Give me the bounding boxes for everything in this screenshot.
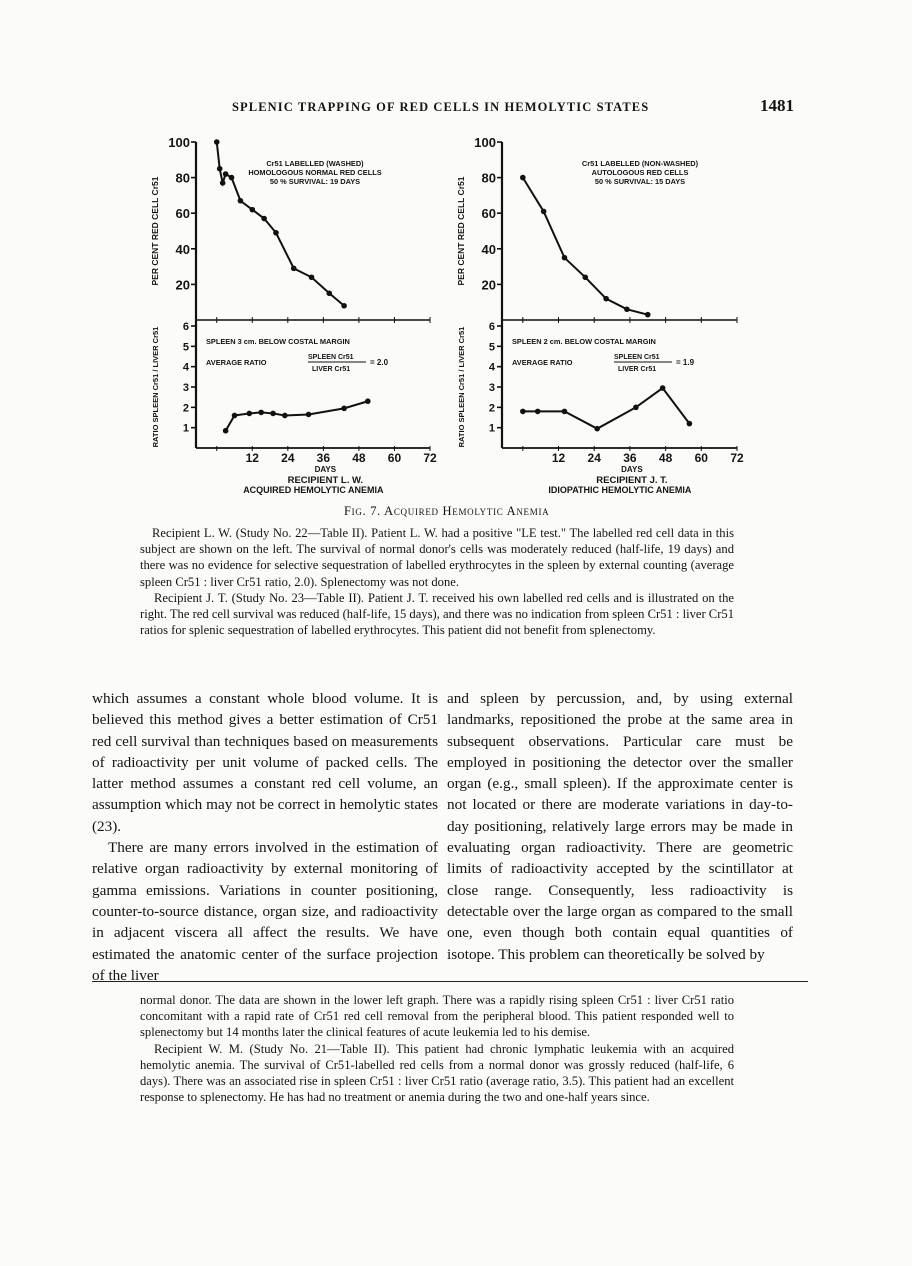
y-tick-label: 100 bbox=[474, 135, 496, 150]
y-tick-label: 5 bbox=[488, 341, 495, 354]
y-axis-title: RATIO SPLEEN Cr51 / LIVER Cr51 bbox=[457, 326, 466, 448]
x-axis-title: DAYS bbox=[314, 465, 337, 474]
figure-7 bbox=[0, 0, 912, 500]
recipient-label: RECIPIENT J. T. bbox=[596, 475, 668, 486]
y-tick-label: 1 bbox=[182, 422, 189, 435]
x-tick-label: 36 bbox=[623, 451, 637, 465]
page-number: 1481 bbox=[760, 96, 794, 115]
average-ratio-label: AVERAGE RATIO bbox=[512, 358, 573, 367]
ratio-point bbox=[365, 398, 371, 404]
ratio-numerator: SPLEEN Cr51 bbox=[614, 354, 660, 361]
y-tick-label: 3 bbox=[488, 382, 495, 394]
y-tick-label: 60 bbox=[175, 206, 190, 222]
y-tick-label: 2 bbox=[488, 402, 495, 415]
y-tick-label: 80 bbox=[175, 170, 190, 186]
spleen-position: SPLEEN 3 cm. BELOW COSTAL MARGIN bbox=[206, 337, 350, 346]
legend-paragraph: Recipient J. T. (Study No. 23—Table II). Patient J. T. received his own labelled red cells and is illustrated on the right. The red cell survival was reduced (half-life, 15 days), and there was no indication from spleen Cr51 : liver Cr51 ratios for splenic sequestration of labelled erythrocytes. This patient did not benefit from splenectomy. bbox=[140, 590, 734, 638]
average-ratio-value: = 2.0 bbox=[370, 358, 389, 367]
figure-caption: Fig. 7. Acquired Hemolytic Anemia bbox=[344, 504, 550, 518]
survival-point bbox=[229, 175, 235, 181]
x-tick-label: 12 bbox=[245, 451, 259, 465]
body-paragraph: which assumes a constant whole blood volume. It is believed this method gives a better estimation of Cr51 red cell survival than techniques based on measurements of radioactivity per unit volume of packed cells. The latter method assumes a constant red cell volume, an assumption which may not be correct in hemolytic states (23). bbox=[92, 690, 438, 835]
survival-point bbox=[273, 230, 279, 236]
survival-point bbox=[582, 274, 588, 280]
survival-point bbox=[249, 207, 255, 213]
running-title: SPLENIC TRAPPING OF RED CELLS IN HEMOLYTIC STATES bbox=[232, 100, 650, 114]
x-tick-label: 60 bbox=[694, 451, 708, 465]
ratio-point bbox=[341, 406, 347, 412]
survival-point bbox=[341, 303, 347, 309]
y-tick-label: 40 bbox=[481, 241, 496, 257]
survival-point bbox=[624, 307, 630, 313]
ratio-point bbox=[687, 421, 693, 427]
left-column bbox=[92, 688, 438, 986]
ratio-point bbox=[258, 410, 264, 416]
spleen-position: SPLEEN 2 cm. BELOW COSTAL MARGIN bbox=[512, 337, 656, 346]
ratio-point bbox=[594, 426, 600, 432]
average-ratio-label: AVERAGE RATIO bbox=[206, 358, 267, 367]
survival-line bbox=[523, 178, 648, 315]
ratio-point bbox=[223, 428, 229, 434]
x-tick-label: 48 bbox=[658, 451, 673, 465]
right-column bbox=[447, 688, 793, 965]
ratio-point bbox=[247, 411, 253, 417]
y-tick-label: 3 bbox=[182, 382, 189, 394]
ratio-point bbox=[270, 411, 276, 417]
y-axis-title: PER CENT RED CELL Cr51 bbox=[150, 176, 160, 286]
y-tick-label: 4 bbox=[488, 361, 495, 374]
ratio-point bbox=[306, 412, 312, 418]
y-axis-title: RATIO SPLEEN Cr51 / LIVER Cr51 bbox=[151, 326, 160, 448]
ratio-point bbox=[562, 409, 568, 415]
panel-title: HOMOLOGOUS NORMAL RED CELLS bbox=[248, 168, 382, 177]
footnote-paragraph: Recipient W. M. (Study No. 21—Table II). This patient had chronic lymphatic leukemia with an acquired hemolytic anemia. The survival of Cr51-labelled red cells from a normal donor was grossly reduced (half-life, 6 days). There was an associated rise in spleen Cr51 : liver Cr51 ratio (average ratio, 3.5). This patient had an excellent response to splenectomy. He has had no treatment or anemia during the two and one-half years since. bbox=[140, 1041, 734, 1105]
y-tick-label: 80 bbox=[481, 170, 496, 186]
body-paragraph: and spleen by percussion, and, by using external landmarks, repositioned the probe at the same area in subsequent observations. Particular care must be employed in positioning the detector over the smaller organ (e.g., small spleen). If the approximate center is not located or there are moderate variations in day-to-day positioning, relatively large errors may be made in evaluating organ radioactivity. There are geometric limits of radioactivity accepted by the scintillator at close range. Consequently, less radioactivity is detectable over the large organ as compared to the small one, even though both contain equal quantities of isotope. This problem can theoretically be solved by bbox=[447, 690, 793, 963]
survival-point bbox=[261, 216, 267, 222]
survival-point bbox=[309, 274, 315, 280]
survival-point bbox=[238, 198, 244, 204]
ratio-point bbox=[232, 413, 238, 419]
survival-point bbox=[541, 209, 547, 215]
panel-title: Cr51 LABELLED (WASHED) bbox=[266, 159, 364, 168]
panel-title: 50 % SURVIVAL: 19 DAYS bbox=[269, 177, 361, 186]
x-tick-label: 24 bbox=[587, 451, 601, 465]
y-tick-label: 6 bbox=[182, 321, 189, 333]
survival-point bbox=[223, 171, 229, 177]
footnote bbox=[140, 992, 734, 1105]
ratio-point bbox=[520, 409, 526, 415]
footnote-rule bbox=[92, 981, 808, 982]
y-axis-title: PER CENT RED CELL Cr51 bbox=[456, 176, 466, 286]
recipient-label: RECIPIENT L. W. bbox=[287, 475, 364, 486]
diagnosis-label: ACQUIRED HEMOLYTIC ANEMIA bbox=[243, 485, 384, 495]
ratio-denominator: LIVER Cr51 bbox=[312, 366, 351, 373]
survival-point bbox=[214, 139, 220, 145]
ratio-line bbox=[523, 388, 690, 429]
x-tick-label: 24 bbox=[281, 451, 295, 465]
y-tick-label: 20 bbox=[175, 277, 190, 293]
ratio-numerator: SPLEEN Cr51 bbox=[308, 354, 354, 361]
survival-point bbox=[220, 180, 226, 186]
x-tick-label: 60 bbox=[387, 451, 402, 465]
figure-legend bbox=[140, 525, 734, 638]
survival-point bbox=[603, 296, 609, 302]
y-tick-label: 2 bbox=[182, 402, 189, 415]
ratio-point bbox=[660, 385, 666, 391]
y-tick-label: 4 bbox=[182, 361, 189, 374]
body-paragraph: There are many errors involved in the estimation of relative organ radioactivity by external monitoring of gamma emissions. Variations in counter positioning, counter-to-source distance, organ size, and radioactivity in adjacent viscera all affect the results. We have estimated the anatomic center of the surface projection of the liver bbox=[92, 839, 438, 984]
x-tick-label: 72 bbox=[423, 451, 437, 465]
footnote-paragraph: normal donor. The data are shown in the lower left graph. There was a rapidly rising spleen Cr51 : liver Cr51 ratio concomitant with a rapid rate of Cr51 red cell removal from the peripheral blood. This patient responded well to splenectomy but 14 months later the clinical features of acute leukemia led to his demise. bbox=[140, 993, 734, 1040]
panel-title: AUTOLOGOUS RED CELLS bbox=[591, 168, 689, 177]
survival-point bbox=[326, 291, 332, 297]
x-axis-title: DAYS bbox=[621, 465, 643, 474]
survival-point bbox=[291, 266, 297, 272]
y-tick-label: 60 bbox=[481, 206, 496, 222]
y-tick-label: 20 bbox=[481, 277, 496, 293]
x-tick-label: 12 bbox=[551, 451, 566, 465]
ratio-denominator: LIVER Cr51 bbox=[618, 366, 657, 373]
x-tick-label: 48 bbox=[352, 451, 366, 465]
ratio-point bbox=[282, 413, 288, 419]
survival-point bbox=[217, 166, 223, 172]
panel-title: 50 % SURVIVAL: 15 DAYS bbox=[594, 177, 686, 186]
x-tick-label: 36 bbox=[316, 451, 331, 465]
ratio-point bbox=[535, 409, 541, 415]
y-tick-label: 6 bbox=[488, 321, 495, 333]
survival-point bbox=[520, 175, 526, 181]
ratio-point bbox=[633, 405, 639, 411]
average-ratio-value: = 1.9 bbox=[676, 358, 695, 367]
x-tick-label: 72 bbox=[730, 451, 744, 465]
diagnosis-label: IDIOPATHIC HEMOLYTIC ANEMIA bbox=[548, 485, 692, 495]
legend-paragraph: Recipient L. W. (Study No. 22—Table II). Patient L. W. had a positive "LE test." The labelled red cell data in this subject are shown on the left. The survival of normal donor's cells was moderately reduced (half-life, 19 days) and there was no evidence for selective sequestration of labelled erythrocytes in the spleen by external counting (average spleen Cr51 : liver Cr51 ratio, 2.0). Splenectomy was not done. bbox=[140, 526, 734, 589]
ratio-line bbox=[226, 401, 368, 430]
y-tick-label: 100 bbox=[168, 135, 190, 150]
y-tick-label: 40 bbox=[175, 241, 190, 257]
survival-point bbox=[645, 312, 651, 318]
survival-point bbox=[562, 255, 568, 261]
y-tick-label: 5 bbox=[182, 341, 189, 354]
panel-title: Cr51 LABELLED (NON-WASHED) bbox=[581, 159, 699, 168]
y-tick-label: 1 bbox=[488, 422, 495, 435]
